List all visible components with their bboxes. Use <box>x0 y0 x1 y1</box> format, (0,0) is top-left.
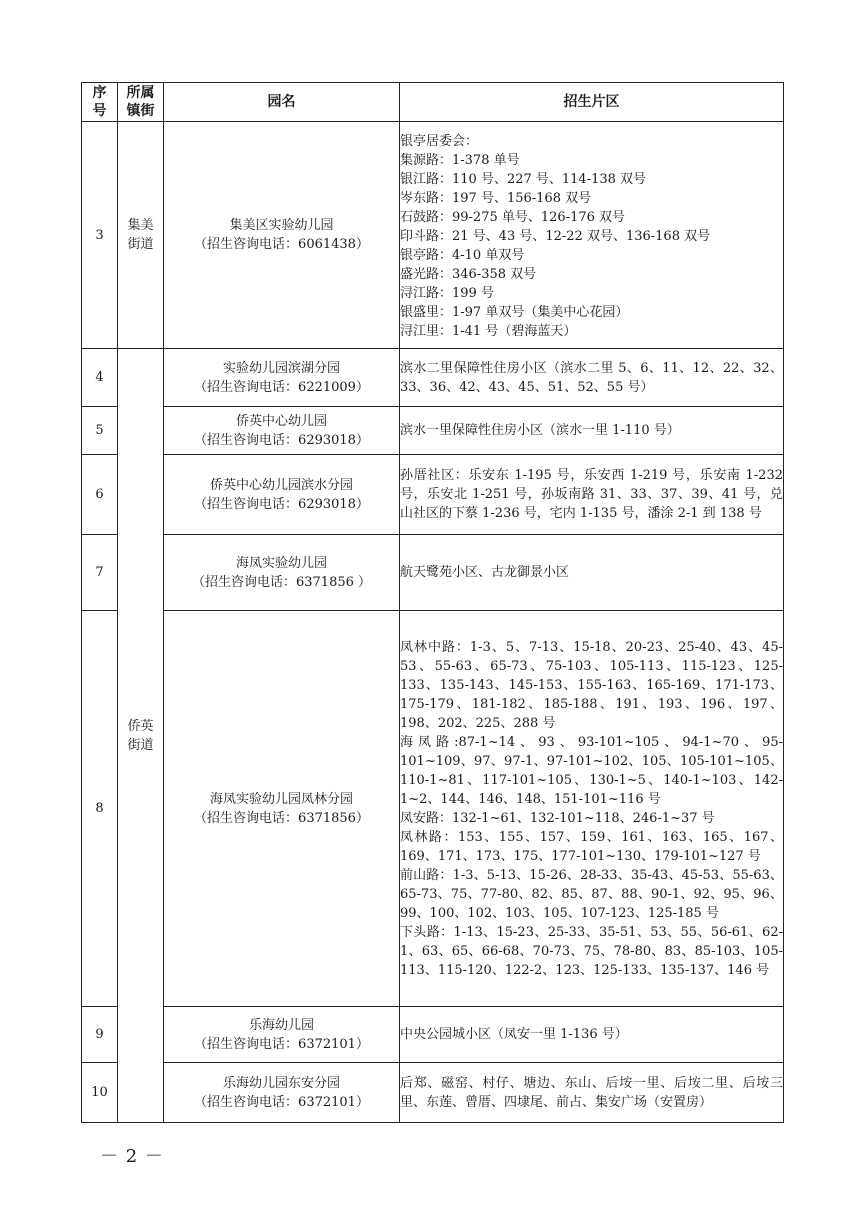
table-row <box>82 455 784 535</box>
area-line: 岑东路：197 号、156-168 双号 <box>400 191 592 206</box>
row-area: 航天鹭苑小区、古龙御景小区 <box>400 535 784 611</box>
row-area: 后郑、磁窑、村仔、塘边、东山、后垵一里、后垵二里、后垵三里、东莲、曾厝、四埭尾、前占、集安广场（安置房） <box>400 1063 784 1123</box>
kindergarten-phone: （招生咨询电话：6293018） <box>194 432 369 448</box>
row-no: 8 <box>82 611 118 1007</box>
kindergarten-phone: （招生咨询电话：6061438） <box>194 237 369 252</box>
row-area: 孙厝社区：乐安东 1-195 号，乐安西 1-219 号，乐安南 1-232 号，乐安北 1-251 号，孙坂南路 31、33、37、39、41 号，兑山社区的下蔡 1-236 号，宅内 1-135 号，潘涂 2-1 到 138 号 <box>400 455 784 535</box>
row-kindergarten <box>164 349 400 407</box>
area-line: 石鼓路：99-275 单号、126-176 双号 <box>400 210 626 225</box>
row-no: 7 <box>82 535 118 611</box>
table-row <box>82 1007 784 1063</box>
kindergarten-name: 侨英中心幼儿园滨水分园 <box>209 477 353 493</box>
area-line: 印斗路：21 号、43 号、12-22 双号、136-168 双号 <box>400 229 711 244</box>
row-kindergarten <box>164 1007 400 1063</box>
row-kindergarten <box>164 122 400 349</box>
header-name: 园名 <box>164 83 400 122</box>
area-line: 浔江路：199 号 <box>400 286 494 301</box>
row-no: 3 <box>82 122 118 349</box>
header-town: 所属镇街 <box>118 83 164 122</box>
kindergarten-phone: （招生咨询电话：6372101） <box>194 1036 369 1052</box>
area-line: 下头路：1-13、15-23、25-33、35-51、53、55、56-61、62-1、63、65、66-68、70-73、75、78-80、83、85-103、105-113、115-120、122-2、123、125-133、135-137、146 号 <box>400 924 783 978</box>
row-area <box>400 122 784 349</box>
area-line: 凤林路：153、155、157、159、161、163、165、167、169、171、173、175、177-101~130、179-101~127 号 <box>400 829 783 864</box>
kindergarten-phone: （招生咨询电话：6371856） <box>194 810 369 826</box>
area-line: 银盛里：1-97 单双号（集美中心花园） <box>400 305 629 320</box>
kindergarten-name: 海凤实验幼儿园 <box>235 555 327 571</box>
table-row <box>82 611 784 1007</box>
area-line: 银亭路：4-10 单双号 <box>400 248 525 263</box>
area-line: 银亭居委会： <box>400 134 479 149</box>
row-kindergarten <box>164 1063 400 1123</box>
table-row <box>82 407 784 455</box>
row-no: 10 <box>82 1063 118 1123</box>
header-no: 序号 <box>82 83 118 122</box>
row-area: 滨水一里保障性住房小区（滨水一里 1-110 号） <box>400 407 784 455</box>
area-line: 银江路：110 号、227 号、114-138 双号 <box>400 172 647 187</box>
kindergarten-name: 乐海幼儿园东安分园 <box>222 1075 340 1091</box>
area-line: 海凤路:87-1~14、93、93-101~105、94-1~70、95-101~109、97、97-1、97-101~102、105、105-101~105、110-1~81、117-101~105、130-1~5、140-1~103、142-1~2、144、146、148、151-101~116 号 <box>400 734 783 807</box>
header-row <box>82 83 784 122</box>
area-line: 盛光路：346-358 双号 <box>400 267 537 282</box>
row-kindergarten <box>164 535 400 611</box>
row-kindergarten <box>164 455 400 535</box>
row-town: 侨英街道 <box>118 349 164 1123</box>
table-row <box>82 1063 784 1123</box>
table-row <box>82 122 784 349</box>
kindergarten-name: 海凤实验幼儿园凤林分园 <box>209 791 353 807</box>
area-line: 凤安路：132-1~61、132-101~118、246-1~37 号 <box>400 810 715 826</box>
row-no: 4 <box>82 349 118 407</box>
kindergarten-name: 侨英中心幼儿园 <box>235 413 327 429</box>
kindergarten-phone: （招生咨询电话：6221009） <box>194 379 369 395</box>
row-kindergarten <box>164 407 400 455</box>
page-number: － 2 － <box>100 1146 164 1167</box>
table-row <box>82 535 784 611</box>
row-area: 中央公园城小区（凤安一里 1-136 号） <box>400 1007 784 1063</box>
kindergarten-name: 实验幼儿园滨湖分园 <box>222 360 340 376</box>
row-area: 滨水二里保障性住房小区（滨水二里 5、6、11、12、22、32、33、36、42、43、45、51、52、55 号） <box>400 349 784 407</box>
row-kindergarten <box>164 611 400 1007</box>
header-area: 招生片区 <box>400 83 784 122</box>
kindergarten-name: 集美区实验幼儿园 <box>229 218 334 233</box>
enrollment-table <box>81 82 784 1123</box>
row-no: 5 <box>82 407 118 455</box>
kindergarten-phone: （招生咨询电话：6372101） <box>194 1094 369 1110</box>
kindergarten-name: 乐海幼儿园 <box>248 1017 314 1033</box>
row-no: 6 <box>82 455 118 535</box>
area-line: 集源路：1-378 单号 <box>400 153 520 168</box>
row-town: 集美街道 <box>118 122 164 349</box>
area-line: 前山路：1-3、5-13、15-26、28-33、35-43、45-53、55-63、65-73、75、77-80、82、85、87、88、90-1、92、95、96、99、100、102、103、105、107-123、125-185 号 <box>400 867 783 921</box>
area-line: 凤林中路：1-3、5、7-13、15-18、20-23、25-40、43、45-53、55-63、65-73、75-103、105-113、115-123、125-133、135-143、145-153、155-163、165-169、171-173、175-179、181-182、185-188、191、193、196、197、198、202、225、288 号 <box>400 639 783 731</box>
area-line: 浔江里：1-41 号（碧海蓝天） <box>400 324 577 339</box>
kindergarten-phone: （招生咨询电话：6371856 ） <box>191 574 372 590</box>
kindergarten-phone: （招生咨询电话：6293018） <box>194 496 369 512</box>
table-row <box>82 349 784 407</box>
row-no: 9 <box>82 1007 118 1063</box>
row-area <box>400 611 784 1007</box>
